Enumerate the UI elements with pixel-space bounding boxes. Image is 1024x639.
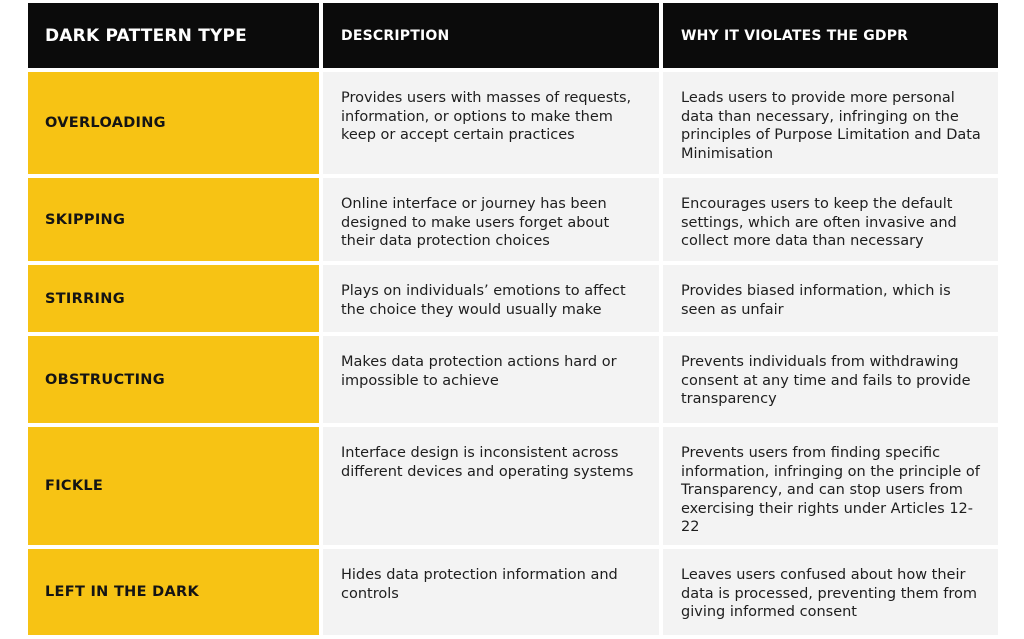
row-obstructing-description: Makes data protection actions hard or impossible to achieve: [323, 336, 659, 423]
row-skipping-type: SKIPPING: [28, 178, 319, 261]
row-left-in-the-dark-violation: Leaves users confused about how their data is processed, preventing them from giving informed consent: [663, 549, 998, 635]
row-overloading-type: OVERLOADING: [28, 72, 319, 174]
header-gdpr-violation: WHY IT VIOLATES THE GDPR: [663, 3, 998, 68]
row-stirring-type: STIRRING: [28, 265, 319, 332]
dark-patterns-table: [28, 3, 998, 635]
row-fickle-violation: Prevents users from finding specific information, infringing on the principle of Transparency, and can stop users from exercising their rights under Articles 12-22: [663, 427, 998, 545]
row-overloading-violation: Leads users to provide more personal data than necessary, infringing on the principles of Purpose Limitation and Data Minimisation: [663, 72, 998, 174]
row-obstructing-violation: Prevents individuals from withdrawing consent at any time and fails to provide transparency: [663, 336, 998, 423]
row-fickle-description: Interface design is inconsistent across different devices and operating systems: [323, 427, 659, 545]
header-description: DESCRIPTION: [323, 3, 659, 68]
row-skipping-description: Online interface or journey has been designed to make users forget about their data protection choices: [323, 178, 659, 261]
row-left-in-the-dark-type: LEFT IN THE DARK: [28, 549, 319, 635]
row-stirring-description: Plays on individuals’ emotions to affect the choice they would usually make: [323, 265, 659, 332]
header-dark-pattern-type: DARK PATTERN TYPE: [28, 3, 319, 68]
row-skipping-violation: Encourages users to keep the default settings, which are often invasive and collect more data than necessary: [663, 178, 998, 261]
row-obstructing-type: OBSTRUCTING: [28, 336, 319, 423]
row-left-in-the-dark-description: Hides data protection information and controls: [323, 549, 659, 635]
row-stirring-violation: Provides biased information, which is seen as unfair: [663, 265, 998, 332]
row-overloading-description: Provides users with masses of requests, information, or options to make them keep or accept certain practices: [323, 72, 659, 174]
row-fickle-type: FICKLE: [28, 427, 319, 545]
